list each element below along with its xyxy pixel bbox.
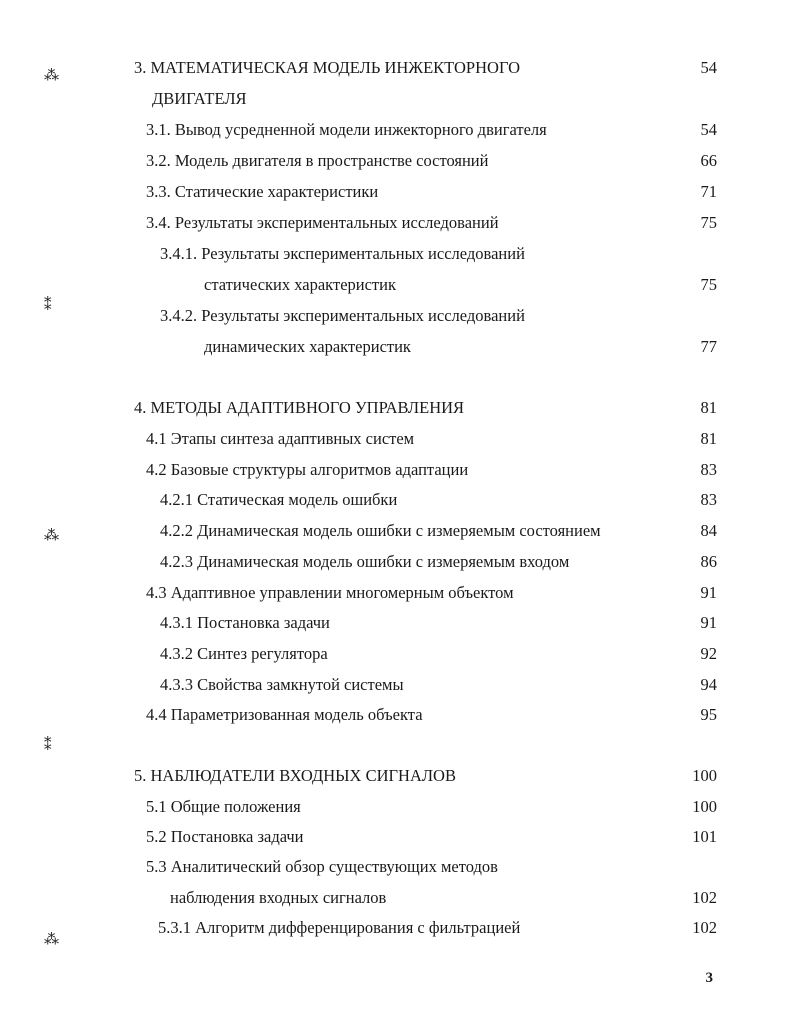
- toc-entry-3-4-2-cont: динамических характеристик: [204, 337, 411, 356]
- toc-entry-4-3-2: 4.3.2 Синтез регулятора: [160, 644, 328, 663]
- toc-page-4-3-2: 92: [700, 644, 717, 663]
- margin-mark: ⁂: [44, 932, 59, 948]
- toc-page-3: 54: [700, 58, 717, 77]
- toc-page-4-3-1: 91: [700, 613, 717, 632]
- toc-page-4-2: 83: [700, 460, 717, 479]
- toc-page-5-1: 100: [692, 797, 717, 816]
- toc-entry-3-4-1: 3.4.1. Результаты экспериментальных исследований: [160, 244, 525, 263]
- toc-page-3-4: 75: [700, 213, 717, 232]
- margin-mark: ⁂: [44, 68, 59, 84]
- toc-page-4: 81: [700, 398, 717, 417]
- toc-entry-4-2-3: 4.2.3 Динамическая модель ошибки с измеряемым входом: [160, 552, 570, 571]
- toc-page-5-3-1: 102: [692, 918, 717, 937]
- toc-entry-4-2-1: 4.2.1 Статическая модель ошибки: [160, 490, 398, 509]
- toc-page-4-4: 95: [700, 705, 717, 724]
- toc-page-3-1: 54: [700, 120, 717, 139]
- toc-entry-3-4-1-cont: статических характеристик: [204, 275, 396, 294]
- toc-entry-3-1: 3.1. Вывод усредненной модели инжекторного двигателя: [146, 120, 547, 139]
- toc-entry-4-2: 4.2 Базовые структуры алгоритмов адаптации: [146, 460, 469, 479]
- toc-entry-3-cont: ДВИГАТЕЛЯ: [152, 89, 247, 108]
- toc-page-5: 100: [692, 766, 717, 785]
- toc-entry-4-1: 4.1 Этапы синтеза адаптивных систем: [146, 429, 415, 448]
- toc-page-4-3: 91: [700, 583, 717, 602]
- toc-entry-3-2: 3.2. Модель двигателя в пространстве состояний: [146, 151, 489, 170]
- toc-entry-4: 4. МЕТОДЫ АДАПТИВНОГО УПРАВЛЕНИЯ: [134, 398, 465, 417]
- toc-entry-5-3-1: 5.3.1 Алгоритм дифференцирования с фильтрацией: [158, 918, 521, 937]
- toc-entry-4-3-3: 4.3.3 Свойства замкнутой системы: [160, 675, 404, 694]
- toc-page-3-4-2: 77: [700, 337, 717, 356]
- toc-entry-4-3-1: 4.3.1 Постановка задачи: [160, 613, 330, 632]
- toc-entry-5-2: 5.2 Постановка задачи: [146, 827, 304, 846]
- toc-page-5-2: 101: [692, 827, 717, 846]
- toc-entry-3: 3. МАТЕМАТИЧЕСКАЯ МОДЕЛЬ ИНЖЕКТОРНОГО: [134, 58, 520, 77]
- toc-entry-5-3-cont: наблюдения входных сигналов: [170, 888, 387, 907]
- toc-entry-4-4: 4.4 Параметризованная модель объекта: [146, 705, 423, 724]
- toc-entry-5-3: 5.3 Аналитический обзор существующих методов: [146, 857, 498, 876]
- margin-mark: ⁑: [44, 738, 52, 754]
- toc-page-3-2: 66: [700, 151, 717, 170]
- toc-page-5-3: 102: [692, 888, 717, 907]
- toc-entry-4-2-2: 4.2.2 Динамическая модель ошибки с измеряемым состоянием: [160, 521, 601, 540]
- toc-entry-5: 5. НАБЛЮДАТЕЛИ ВХОДНЫХ СИГНАЛОВ: [134, 766, 456, 785]
- toc-page-3-4-1: 75: [700, 275, 717, 294]
- toc-page-4-2-1: 83: [700, 490, 717, 509]
- toc-entry-3-4: 3.4. Результаты экспериментальных исследований: [146, 213, 499, 232]
- margin-mark: ⁂: [44, 528, 59, 544]
- page-number: 3: [705, 970, 713, 986]
- toc-page-4-3-3: 94: [700, 675, 717, 694]
- toc-entry-3-3: 3.3. Статические характеристики: [146, 182, 379, 201]
- toc-entry-5-1: 5.1 Общие положения: [146, 797, 301, 816]
- toc-page-4-2-2: 84: [700, 521, 717, 540]
- toc-page-4-1: 81: [700, 429, 717, 448]
- toc-entry-3-4-2: 3.4.2. Результаты экспериментальных исследований: [160, 306, 525, 325]
- toc-page-4-2-3: 86: [700, 552, 717, 571]
- margin-mark: ⁑: [44, 298, 52, 314]
- toc-page-3-3: 71: [700, 182, 717, 201]
- toc-entry-4-3: 4.3 Адаптивное управлении многомерным объектом: [146, 583, 514, 602]
